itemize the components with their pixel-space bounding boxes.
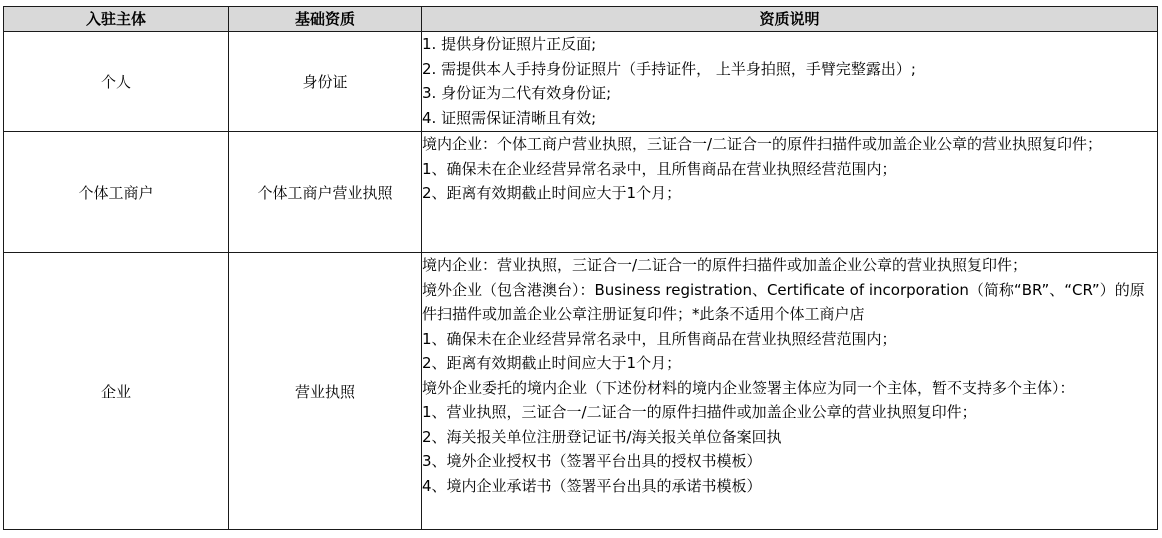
description-line: 4、境内企业承诺书（签署平台出具的承诺书模板） [422, 476, 762, 495]
cell-description [422, 32, 1158, 132]
header-qualification: 基础资质 [229, 7, 422, 32]
description-line: 2、海关报关单位注册登记证书/海关报关单位备案回执 [422, 427, 782, 446]
cell-subject: 个人 [4, 32, 229, 132]
table-row-business [4, 132, 1158, 253]
description-line: 2. 需提供本人手持身份证照片（手持证件， 上半身拍照，手臂完整露出）; [422, 59, 916, 78]
description-line: 2、距离有效期截止时间应大于1个月； [422, 184, 682, 202]
header-description: 资质说明 [422, 7, 1158, 32]
description-line: 1、确保未在企业经营异常名录中，且所售商品在营业执照经营范围内； [422, 159, 897, 178]
cell-subject: 企业 [4, 253, 229, 530]
cell-description [422, 253, 1158, 530]
description-line: 1、营业执照，三证合一/二证合一的原件扫描件或加盖企业公章的营业执照复印件； [422, 403, 977, 421]
description-line: 1、确保未在企业经营异常名录中，且所售商品在营业执照经营范围内； [422, 329, 897, 348]
description-line: 1. 提供身份证照片正反面; [422, 35, 597, 53]
description-line: 境外企业委托的境内企业（下述份材料的境内企业签署主体应为同一个主体，暂不支持多个主体）： [422, 378, 1075, 397]
description-line: 3、境外企业授权书（签署平台出具的授权书模板） [422, 452, 762, 470]
header-subject: 入驻主体 [4, 7, 229, 32]
cell-qualification: 身份证 [229, 32, 422, 132]
description-line: 境外企业（包含港澳台）：Business registration、Certificate of incorporation（简称“BR”、“CR”）的原件扫描件或加盖企业公章注册证复印件；*此条不适用个体工商户店 [422, 280, 1145, 323]
header-row [4, 7, 1158, 32]
description-line: 境内企业：个体工商户营业执照，三证合一/二证合一的原件扫描件或加盖企业公章的营业执照复印件； [422, 135, 1103, 153]
description-line: 境内企业：营业执照，三证合一/二证合一的原件扫描件或加盖企业公章的营业执照复印件； [422, 256, 1028, 274]
cell-subject: 个体工商户 [4, 132, 229, 253]
qualification-sheet [3, 6, 1158, 530]
description-line: 3. 身份证为二代有效身份证; [422, 84, 612, 102]
cell-qualification: 个体工商户营业执照 [229, 132, 422, 253]
table-row-individual [4, 32, 1158, 132]
qualification-table [3, 6, 1158, 530]
table-row-enterprise [4, 253, 1158, 530]
cell-qualification: 营业执照 [229, 253, 422, 530]
cell-description [422, 132, 1158, 253]
description-line: 4. 证照需保证清晰且有效; [422, 108, 597, 127]
description-line: 2、距离有效期截止时间应大于1个月； [422, 354, 682, 372]
